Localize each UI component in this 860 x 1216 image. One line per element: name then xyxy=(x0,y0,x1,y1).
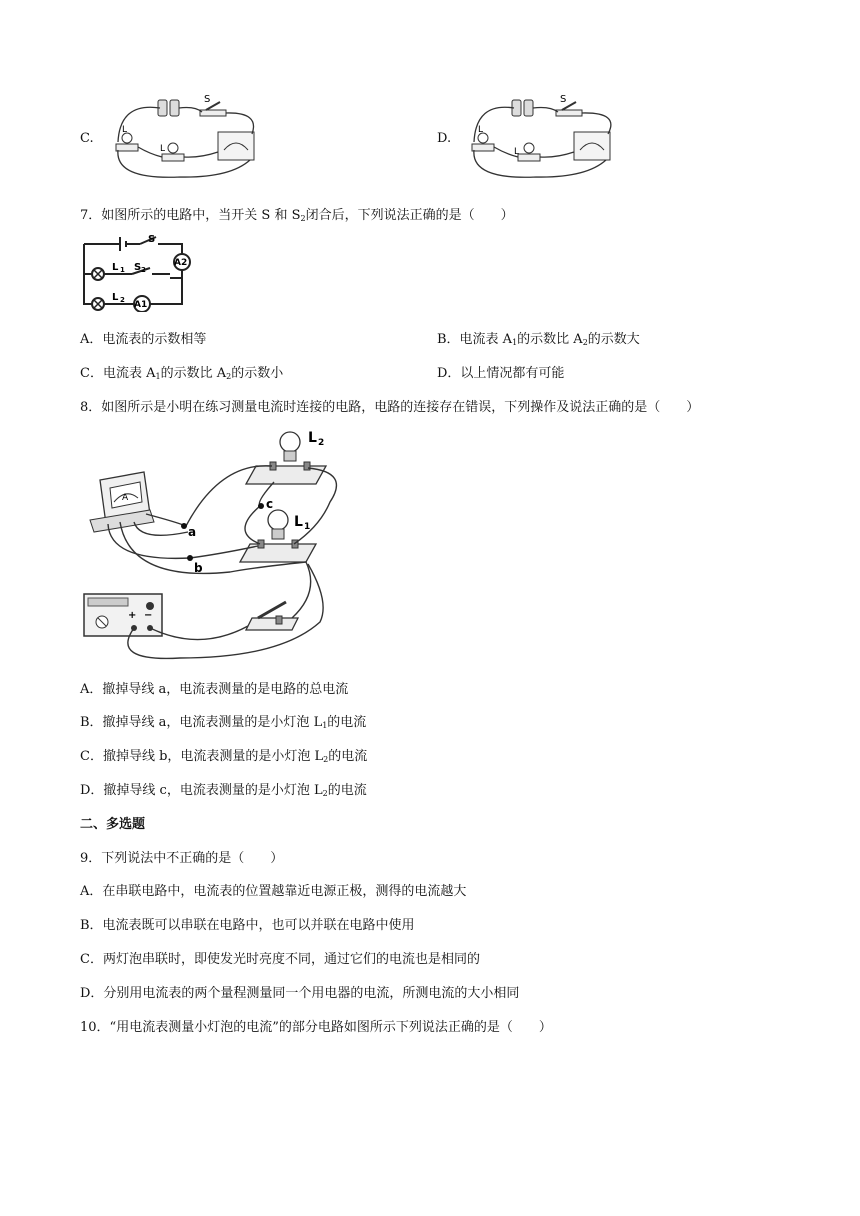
q8-option-d: D．撤掉导线 c，电流表测量的是小灯泡 $L_2$的电流 xyxy=(80,783,367,798)
q7-option-b: B．电流表 $A_1$的示数比 $A_2$的示数大 xyxy=(437,332,640,347)
svg-text:2: 2 xyxy=(141,266,146,274)
ammeter-a1-label: A1 xyxy=(134,300,148,310)
question-10-stem: 10．“用电流表测量小灯泡的电流”的部分电路如图所示下列说法正确的是（ ） xyxy=(80,1020,552,1035)
wire-c-point xyxy=(258,503,264,509)
q7-option-c: C．电流表 $A_1$的示数比 $A_2$的示数小 xyxy=(80,366,284,381)
switch-label: S xyxy=(204,94,211,105)
section-heading-multiple-choice: 二、多选题 xyxy=(80,817,146,832)
lamp-l1-label: L xyxy=(112,262,119,273)
lamp-l1-label: L xyxy=(294,514,303,530)
wire-a-label: a xyxy=(188,525,197,539)
minus-terminal-label: − xyxy=(144,610,153,621)
svg-text:2: 2 xyxy=(120,296,125,304)
plus-terminal-label: + xyxy=(128,610,137,621)
switch-s-label: S xyxy=(148,234,156,245)
wire-c-label: c xyxy=(266,497,274,511)
circuit-figure-c xyxy=(100,92,270,182)
ammeter-a2-label: A2 xyxy=(174,258,188,268)
q7-option-d: D．以上情况都有可能 xyxy=(437,366,565,381)
switch-s2-label: S xyxy=(134,262,142,273)
option-d-label: D. xyxy=(437,131,452,146)
wire-b-point xyxy=(187,555,193,561)
circuit-figure-q8 xyxy=(80,422,360,662)
lamp1-label: L xyxy=(514,147,520,157)
circuit-figure-d xyxy=(460,92,630,182)
q9-option-b: B．电流表既可以串联在电路中，也可以并联在电路中使用 xyxy=(80,918,415,933)
lamp2-label: L xyxy=(478,125,484,135)
q9-option-c: C．两灯泡串联时，即使发光时亮度不同，通过它们的电流也是相同的 xyxy=(80,952,480,967)
q8-option-a: A．撤掉导线 a，电流表测量的是电路的总电流 xyxy=(80,682,349,697)
lamp2-label: L xyxy=(122,125,128,135)
lamp1-label: L xyxy=(160,144,166,154)
svg-text:1: 1 xyxy=(120,266,125,274)
question-8-stem: 8．如图所示是小明在练习测量电流时连接的电路，电路的连接存在错误，下列操作及说法正确的是（ ） xyxy=(80,400,700,415)
switch-label: S xyxy=(560,94,567,105)
q9-option-d: D．分别用电流表的两个量程测量同一个用电器的电流，所测电流的大小相同 xyxy=(80,986,520,1001)
q8-option-b: B．撤掉导线 a，电流表测量的是小灯泡 $L_1$的电流 xyxy=(80,715,367,730)
svg-text:2: 2 xyxy=(318,438,325,448)
option-c-label: C. xyxy=(80,131,94,146)
question-9-stem: 9．下列说法中不正确的是（ ） xyxy=(80,851,284,866)
ammeter-label: A xyxy=(122,493,129,503)
question-7-stem: 7．如图所示的电路中，当开关 S 和 $S_2$闭合后，下列说法正确的是（ ） xyxy=(80,208,514,223)
lamp-l2-label: L xyxy=(112,292,119,303)
wire-a-point xyxy=(181,523,187,529)
q9-option-a: A．在串联电路中，电流表的位置越靠近电源正极，测得的电流越大 xyxy=(80,884,467,899)
lamp-l2-label: L xyxy=(308,430,317,446)
q7-option-a: A．电流表的示数相等 xyxy=(80,332,207,347)
circuit-figure-q7 xyxy=(78,232,208,312)
svg-text:1: 1 xyxy=(304,522,311,532)
wire-b-label: b xyxy=(194,561,203,575)
q8-option-c: C．撤掉导线 b，电流表测量的是小灯泡 $L_2$的电流 xyxy=(80,749,368,764)
